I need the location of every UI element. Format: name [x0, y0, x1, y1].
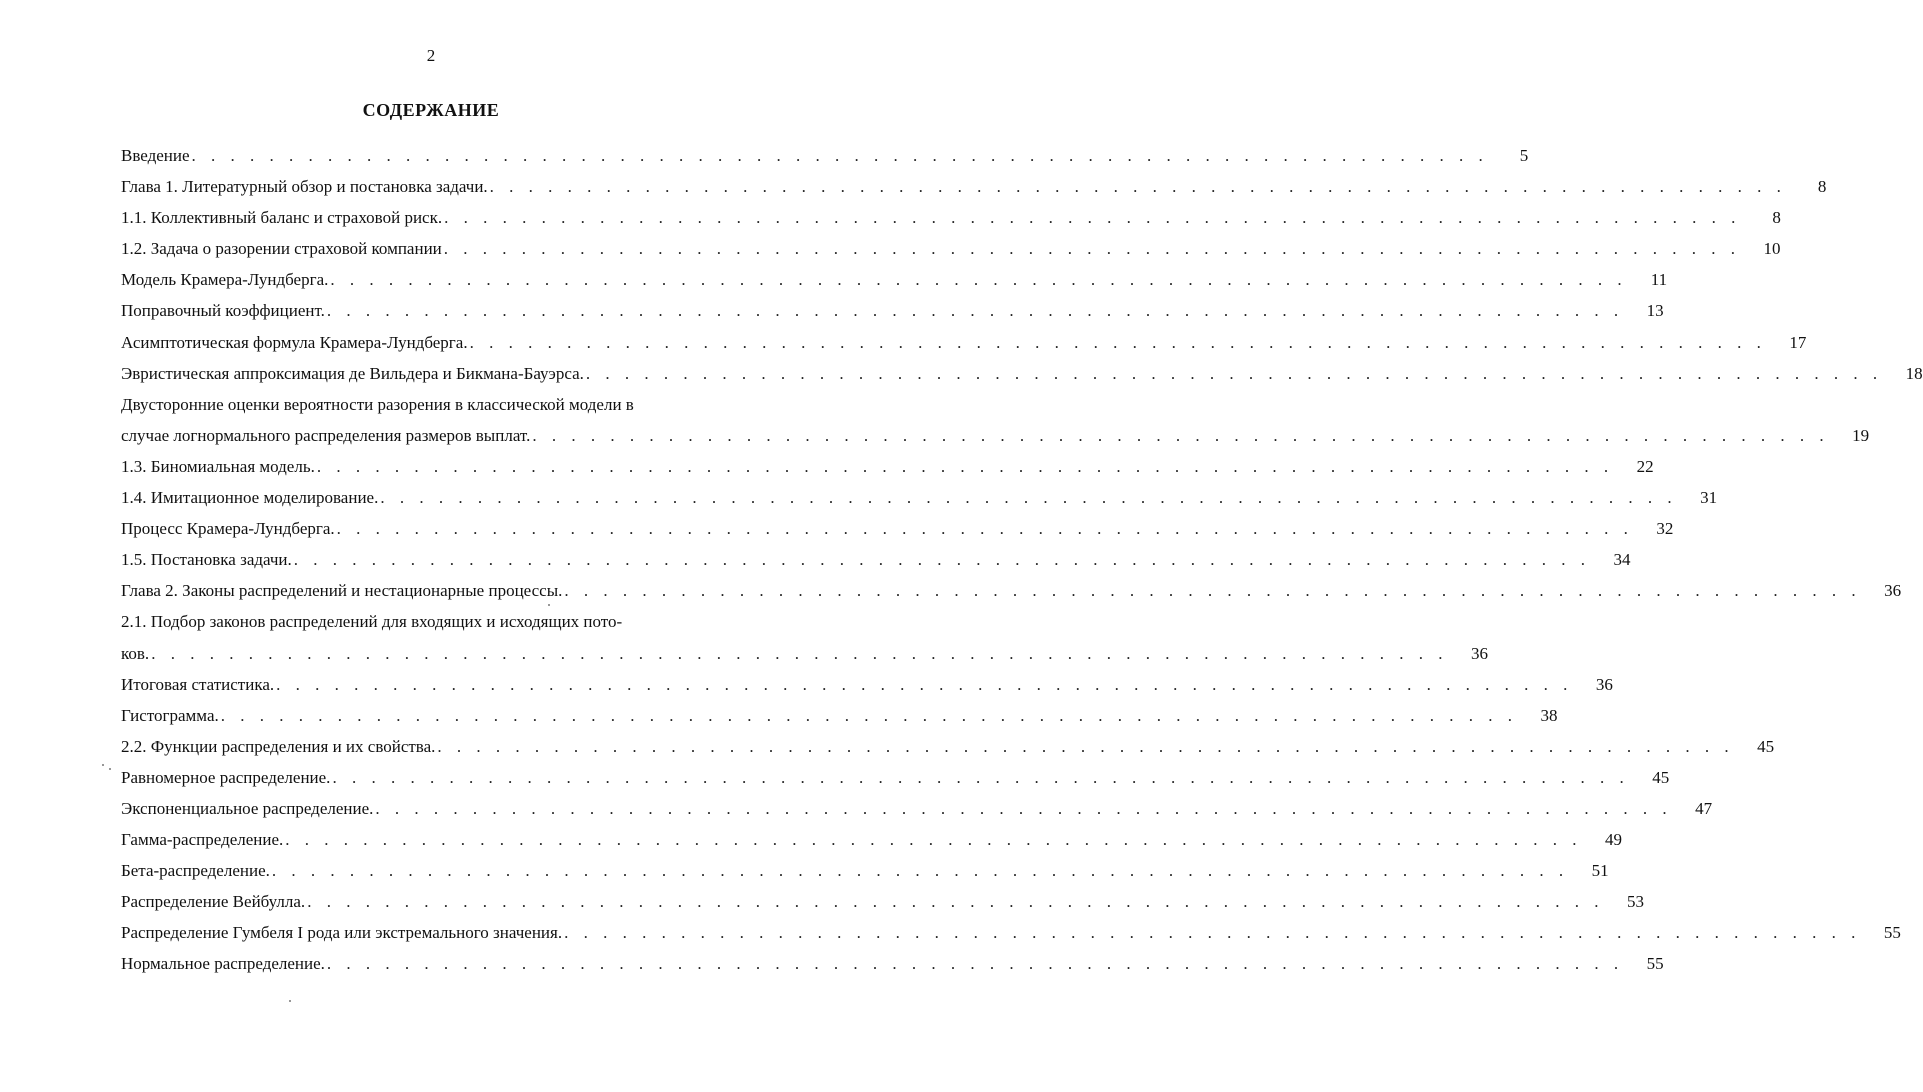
toc-entry — [121, 948, 1664, 979]
toc-entry-page-number: 36 — [1595, 674, 1613, 694]
dot-leader: . . . . . . . . . . . . . . . . . . . . . . . . . . . . . . . . . . . . . . . . . . . . . . . . . . . . . . . . . . . . . . . . . . . — [443, 239, 1741, 259]
toc-entry-page-number: 47 — [1695, 798, 1713, 818]
table-of-contents — [121, 140, 1923, 980]
toc-entry-page-number: 49 — [1605, 830, 1623, 850]
dot-leader: . . . . . . . . . . . . . . . . . . . . . . . . . . . . . . . . . . . . . . . . . . . . . . . . . . . . . . . . . . . . . . . . . . . — [151, 643, 1448, 663]
toc-entry-title: 1.1. Коллективный баланс и страховой риск. — [121, 208, 443, 228]
dot-leader: . . . . . . . . . . . . . . . . . . . . . . . . . . . . . . . . . . . . . . . . . . . . . . . . . . . . . . . . . . . . . . . . . . . — [489, 177, 1787, 197]
toc-entry-title: 1.2. Задача о разорении страховой компании — [121, 239, 442, 259]
toc-entry-page-number: 53 — [1626, 892, 1644, 912]
toc-entry-page-number: 10 — [1763, 239, 1781, 259]
toc-entry-title: Асимптотическая формула Крамера-Лундберга. — [121, 332, 468, 352]
toc-entry-page-number: 55 — [1883, 923, 1901, 943]
dot-leader: . . . . . . . . . . . . . . . . . . . . . . . . . . . . . . . . . . . . . . . . . . . . . . . . . . . . . . . . . . . . . . . . . . . — [293, 550, 1591, 570]
toc-entry-page-number: 8 — [1817, 177, 1827, 197]
toc-title: СОДЕРЖАНИЕ — [362, 100, 500, 120]
dot-leader: . . . . . . . . . . . . . . . . . . . . . . . . . . . . . . . . . . . . . . . . . . . . . . . . . . . . . . . . . . . . . . . . . . . — [330, 270, 1628, 290]
toc-entry-title-first-line: Двусторонние оценки вероятности разорения в классической модели в — [121, 394, 634, 414]
toc-entry — [121, 513, 1674, 544]
dot-leader: . . . . . . . . . . . . . . . . . . . . . . . . . . . . . . . . . . . . . . . . . . . . . . . . . . . . . . . . . . . . . . . . . . . — [532, 425, 1830, 445]
toc-entry-page-number: 45 — [1757, 736, 1775, 756]
dot-leader: . . . . . . . . . . . . . . . . . . . . . . . . . . . . . . . . . . . . . . . . . . . . . . . . . . . . . . . . . . . . . . . . . . . — [191, 146, 1489, 165]
toc-entry-page-number: 36 — [1470, 643, 1488, 663]
toc-entry — [121, 264, 1668, 295]
dot-leader: . . . . . . . . . . . . . . . . . . . . . . . . . . . . . . . . . . . . . . . . . . . . . . . . . . . . . . . . . . . . . . . . . . . — [469, 332, 1767, 352]
dot-leader: . . . . . . . . . . . . . . . . . . . . . . . . . . . . . . . . . . . . . . . . . . . . . . . . . . . . . . . . . . . . . . . . . . . — [271, 861, 1569, 881]
toc-entry — [121, 917, 1901, 948]
toc-entry-title: Бета-распределение. — [121, 861, 270, 881]
toc-entry-title: Распределение Вейбулла. — [121, 892, 306, 912]
dot-leader: . . . . . . . . . . . . . . . . . . . . . . . . . . . . . . . . . . . . . . . . . . . . . . . . . . . . . . . . . . . . . . . . . . . — [220, 705, 1518, 725]
toc-entry — [121, 762, 1670, 793]
toc-entry — [121, 855, 1609, 886]
toc-entry — [121, 482, 1718, 513]
toc-entry-page-number: 18 — [1905, 363, 1923, 383]
toc-entry — [121, 327, 1807, 358]
toc-entry — [121, 171, 1827, 202]
toc-entry-page-number: 45 — [1652, 767, 1670, 787]
toc-entry-title: Равномерное распределение. — [121, 767, 331, 787]
toc-entry-title: Гистограмма. — [121, 705, 219, 725]
dot-leader: . . . . . . . . . . . . . . . . . . . . . . . . . . . . . . . . . . . . . . . . . . . . . . . . . . . . . . . . . . . . . . . . . . . — [444, 208, 1741, 228]
dot-leader: . . . . . . . . . . . . . . . . . . . . . . . . . . . . . . . . . . . . . . . . . . . . . . . . . . . . . . . . . . . . . . . . . . . — [332, 767, 1630, 787]
toc-entry-page-number: 51 — [1591, 861, 1609, 881]
toc-entry — [121, 233, 1781, 264]
dot-leader: . . . . . . . . . . . . . . . . . . . . . . . . . . . . . . . . . . . . . . . . . . . . . . . . . . . . . . . . . . . . . . . . . . . — [585, 363, 1883, 383]
toc-entry-page-number: 19 — [1852, 425, 1870, 445]
toc-entry-title: Поправочный коэффициент. — [121, 301, 325, 321]
toc-entry-page-number: 31 — [1700, 488, 1718, 508]
scan-speck — [289, 1000, 291, 1002]
toc-entry-page-number: 32 — [1656, 519, 1674, 539]
toc-entry-page-number: 17 — [1789, 332, 1807, 352]
dot-leader: . . . . . . . . . . . . . . . . . . . . . . . . . . . . . . . . . . . . . . . . . . . . . . . . . . . . . . . . . . . . . . . . . . . — [276, 674, 1573, 694]
toc-entry-page-number: 34 — [1613, 550, 1631, 570]
page-number: 2 — [426, 46, 436, 65]
toc-entry — [121, 669, 1613, 700]
toc-entry-title: Экспоненциальное распределение. — [121, 798, 374, 818]
toc-entry — [121, 575, 1902, 606]
toc-entry-page-number: 36 — [1884, 581, 1902, 601]
toc-entry-title: Глава 2. Законы распределений и нестационарные процессы. — [121, 581, 563, 601]
dot-leader: . . . . . . . . . . . . . . . . . . . . . . . . . . . . . . . . . . . . . . . . . . . . . . . . . . . . . . . . . . . . . . . . . . . — [437, 736, 1735, 756]
toc-entry — [121, 202, 1781, 233]
dot-leader: . . . . . . . . . . . . . . . . . . . . . . . . . . . . . . . . . . . . . . . . . . . . . . . . . . . . . . . . . . . . . . . . . . . — [326, 954, 1624, 974]
toc-entry — [121, 824, 1623, 855]
toc-entry-title: Распределение Гумбеля I рода или экстремального значения. — [121, 923, 563, 943]
toc-entry-title: Модель Крамера-Лундберга. — [121, 270, 329, 290]
dot-leader: . . . . . . . . . . . . . . . . . . . . . . . . . . . . . . . . . . . . . . . . . . . . . . . . . . . . . . . . . . . . . . . . . . . — [336, 519, 1634, 539]
toc-entry — [121, 358, 1923, 389]
toc-entry-page-number: 55 — [1646, 954, 1664, 974]
toc-entry — [121, 140, 1529, 171]
dot-leader: . . . . . . . . . . . . . . . . . . . . . . . . . . . . . . . . . . . . . . . . . . . . . . . . . . . . . . . . . . . . . . . . . . . — [564, 581, 1862, 601]
toc-entry-page-number: 11 — [1650, 270, 1668, 290]
dot-leader: . . . . . . . . . . . . . . . . . . . . . . . . . . . . . . . . . . . . . . . . . . . . . . . . . . . . . . . . . . . . . . . . . . . — [326, 301, 1624, 321]
scan-speck — [109, 768, 111, 770]
dot-leader: . . . . . . . . . . . . . . . . . . . . . . . . . . . . . . . . . . . . . . . . . . . . . . . . . . . . . . . . . . . . . . . . . . . — [316, 456, 1614, 476]
toc-entry-title-first-line: 2.1. Подбор законов распределений для входящих и исходящих пото- — [121, 612, 623, 632]
dot-leader: . . . . . . . . . . . . . . . . . . . . . . . . . . . . . . . . . . . . . . . . . . . . . . . . . . . . . . . . . . . . . . . . . . . — [375, 798, 1673, 818]
toc-entry — [121, 295, 1664, 326]
toc-entry-title: Гамма-распределение. — [121, 830, 284, 850]
toc-entry-title: 1.5. Постановка задачи. — [121, 550, 292, 570]
toc-entry — [121, 700, 1558, 731]
toc-entry-title: ков. — [121, 643, 150, 663]
dot-leader: . . . . . . . . . . . . . . . . . . . . . . . . . . . . . . . . . . . . . . . . . . . . . . . . . . . . . . . . . . . . . . . . . . . — [564, 923, 1861, 943]
toc-entry-title: Процесс Крамера-Лундберга. — [121, 519, 335, 539]
toc-entry-title: Введение — [121, 146, 190, 165]
toc-entry-page-number: 38 — [1540, 705, 1558, 725]
toc-entry-page-number: 8 — [1772, 208, 1781, 228]
toc-entry — [121, 389, 1870, 451]
toc-entry — [121, 451, 1654, 482]
toc-entry-title: случае логнормального распределения размеров выплат. — [121, 425, 531, 445]
toc-entry — [121, 886, 1644, 917]
toc-entry-title: Итоговая статистика. — [121, 674, 275, 694]
toc-entry — [121, 606, 1488, 668]
toc-entry-page-number: 5 — [1519, 146, 1529, 165]
toc-entry — [121, 731, 1775, 762]
dot-leader: . . . . . . . . . . . . . . . . . . . . . . . . . . . . . . . . . . . . . . . . . . . . . . . . . . . . . . . . . . . . . . . . . . . — [285, 830, 1583, 850]
toc-entry-page-number: 22 — [1636, 456, 1654, 476]
toc-entry-title: Нормальное распределение. — [121, 954, 325, 974]
toc-entry-page-number: 13 — [1646, 301, 1664, 321]
toc-entry-title: 1.4. Имитационное моделирование. — [121, 488, 379, 508]
dot-leader: . . . . . . . . . . . . . . . . . . . . . . . . . . . . . . . . . . . . . . . . . . . . . . . . . . . . . . . . . . . . . . . . . . . — [380, 488, 1678, 508]
toc-entry-title: Глава 1. Литературный обзор и постановка задачи. — [121, 177, 488, 197]
scan-speck — [548, 604, 550, 606]
toc-entry-title: 1.3. Биномиальная модель. — [121, 456, 315, 476]
dot-leader: . . . . . . . . . . . . . . . . . . . . . . . . . . . . . . . . . . . . . . . . . . . . . . . . . . . . . . . . . . . . . . . . . . . — [307, 892, 1604, 912]
toc-entry-title: 2.2. Функции распределения и их свойства. — [121, 736, 436, 756]
toc-entry — [121, 793, 1713, 824]
toc-entry — [121, 544, 1631, 575]
scan-speck — [102, 764, 104, 766]
toc-entry-title: Эвристическая аппроксимация де Вильдера и Бикмана-Бауэрса. — [121, 363, 584, 383]
